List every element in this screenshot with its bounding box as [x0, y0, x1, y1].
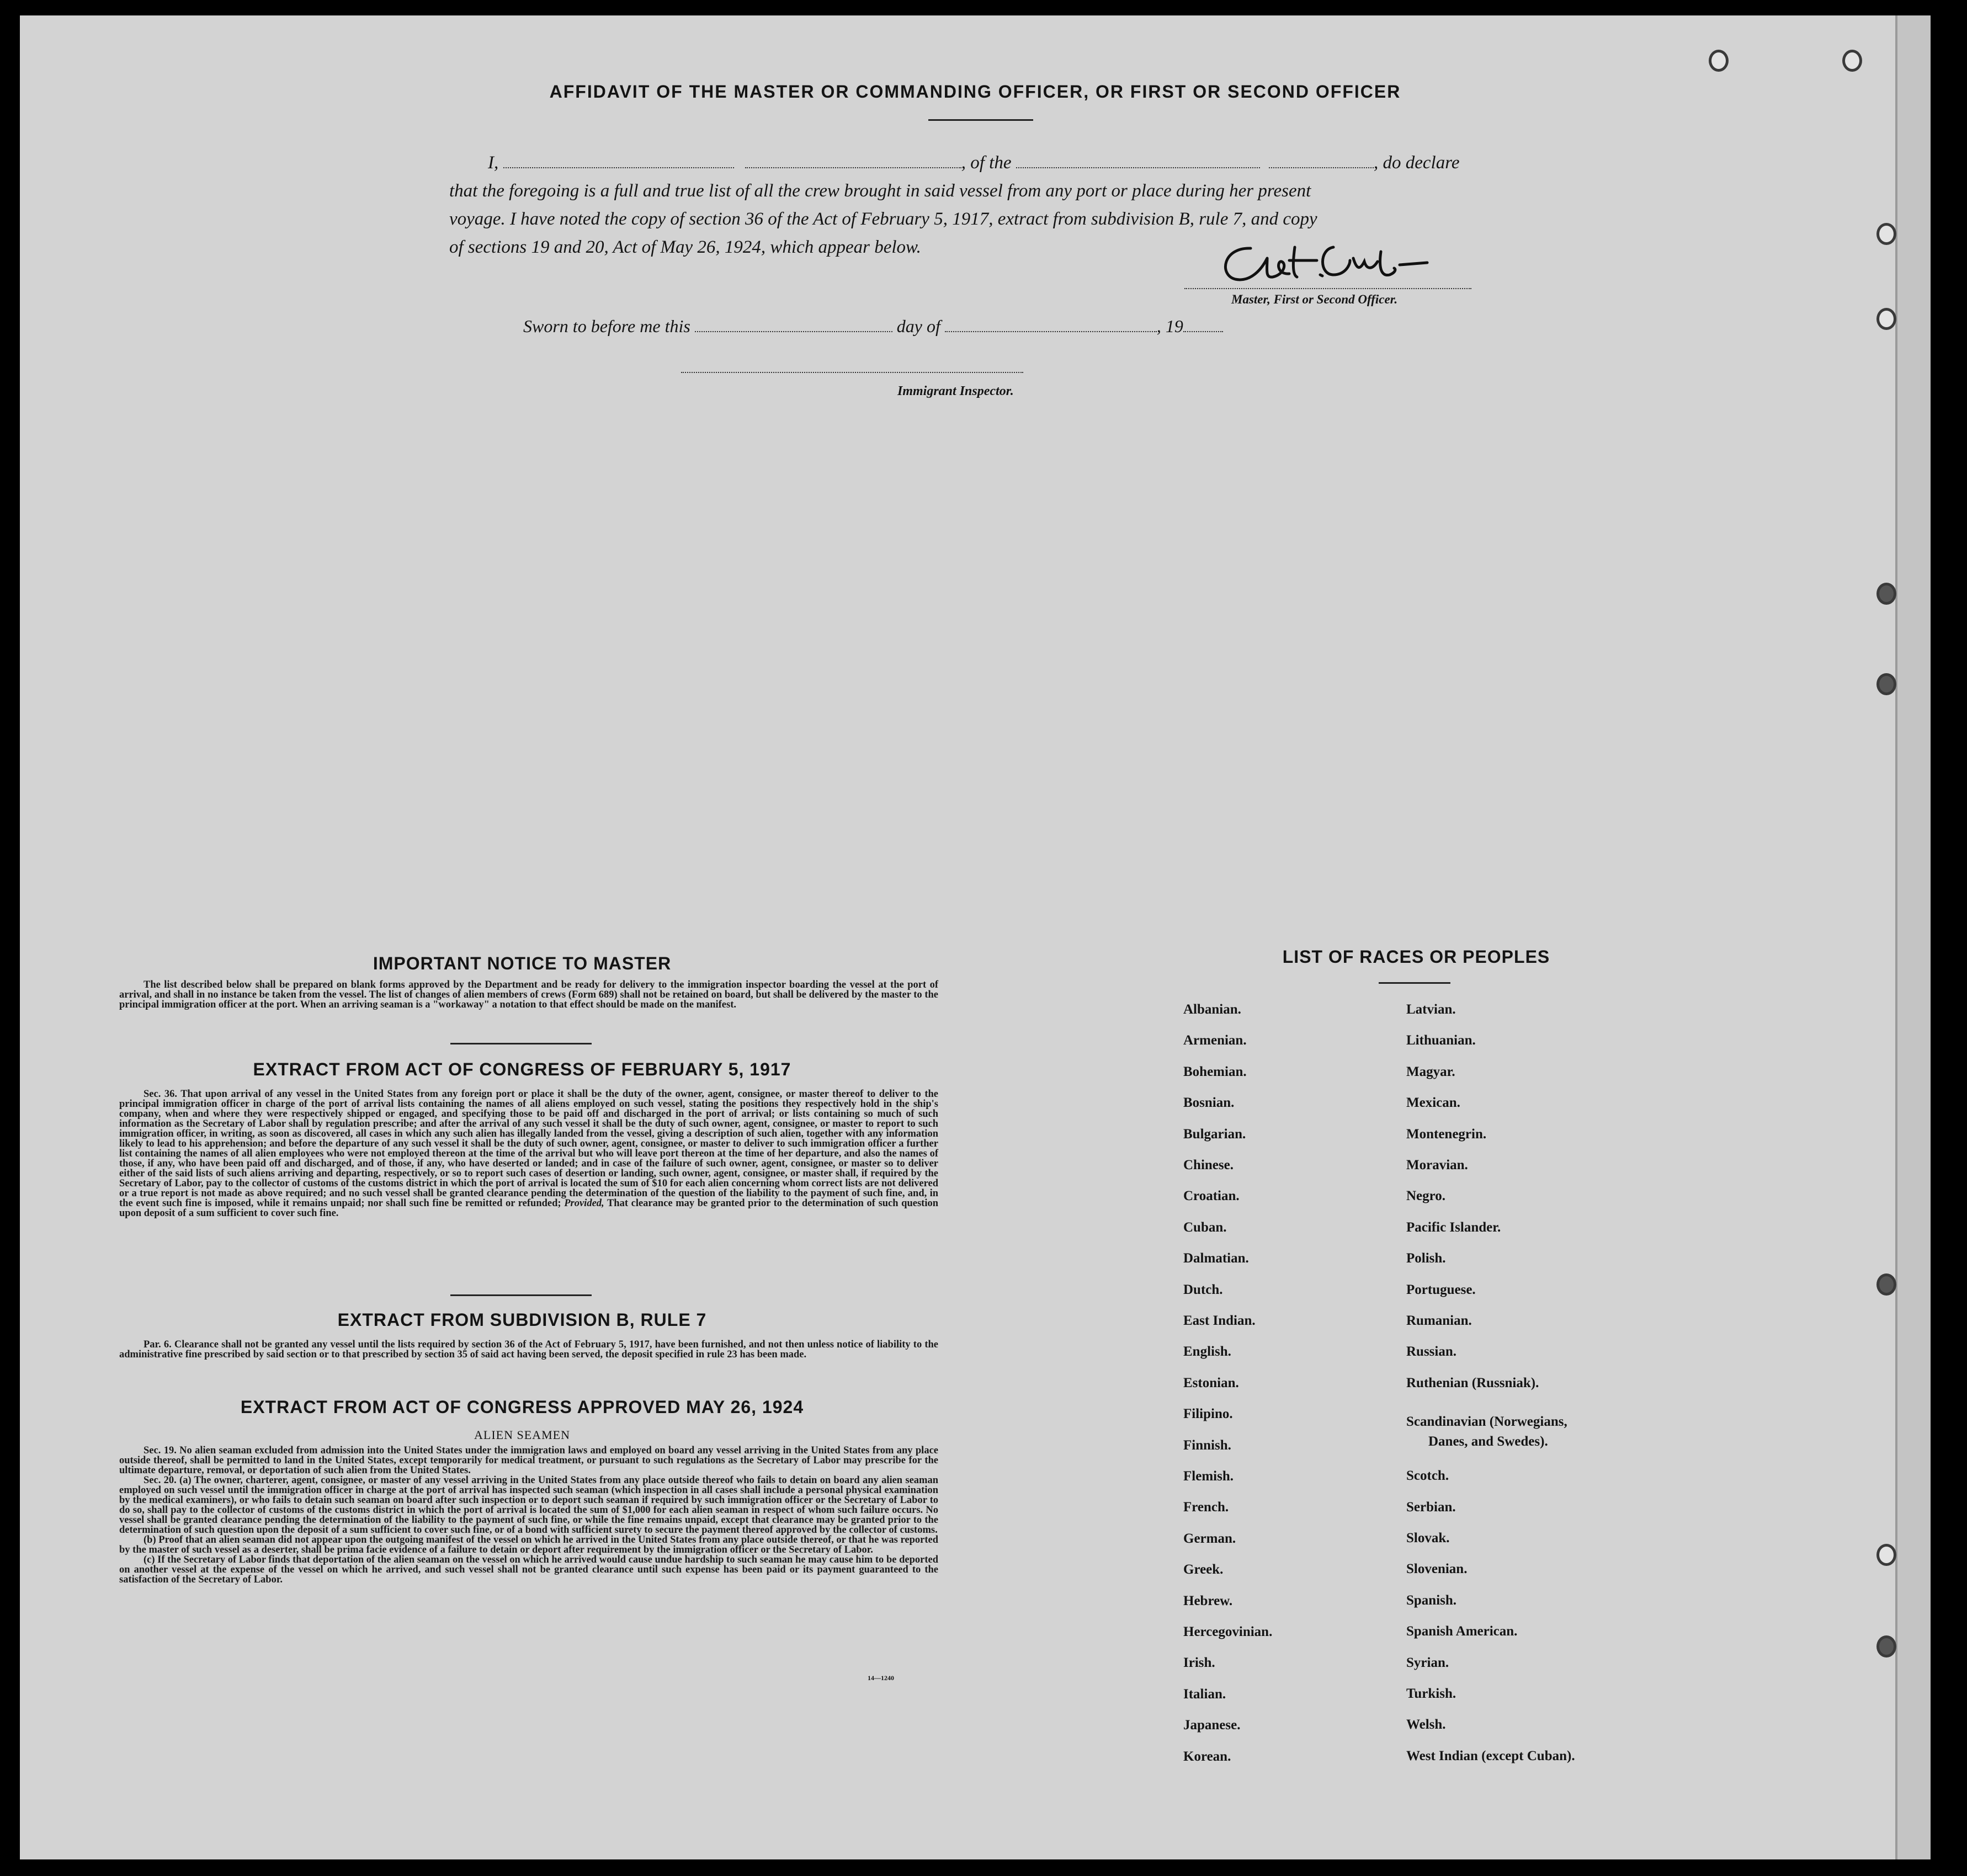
section-20c-paragraph: (c) If the Secretary of Labor finds that deportation of the alien seaman on the vessel on which he arrived would cause undue hardship to such seaman he may cause him to be deported on another vessel at the expense of the vessel on which he arrived, and such vessel shall not be granted clearance until such expense has been paid or its payment guaranteed to the satisfaction of the Secretary of Labor.	[119, 1554, 938, 1585]
race-item: Mexican.	[1406, 1095, 1460, 1111]
race-item: Bosnian.	[1183, 1095, 1235, 1111]
inspector-signature-line	[681, 372, 1023, 373]
signature-line	[1184, 288, 1471, 289]
punch-hole	[1876, 673, 1896, 695]
race-item: Finnish.	[1183, 1437, 1231, 1453]
sworn-day-of: day of	[896, 316, 940, 336]
vessel-blank-2	[1269, 167, 1374, 168]
race-item: Latvian.	[1406, 1002, 1456, 1017]
alien-seamen-subtitle: ALIEN SEAMEN	[474, 1428, 570, 1442]
race-item: Irish.	[1183, 1655, 1215, 1671]
form-number: 14—1240	[868, 1674, 894, 1682]
race-item: West Indian (except Cuban).	[1406, 1748, 1575, 1763]
race-item: Slovak.	[1406, 1531, 1450, 1545]
race-item: Moravian.	[1406, 1158, 1468, 1172]
subdivision-b-paragraph: Par. 6. Clearance shall not be granted any vessel until the lists required by section 36 of the Act of February 5, 1917, have been furnished, and not then unless notice of liability to the administrative fine prescribed by said section or to that prescribed by section 35 of said act having been served, the deposit specified in rule 23 has been made.	[119, 1339, 938, 1360]
race-item: Serbian.	[1406, 1499, 1456, 1515]
section-20a-paragraph: Sec. 20. (a) The owner, charterer, agent, consignee, or master of any vessel arriving in the United States from any place outside thereof who fails to detain on board any alien seaman employed on such vessel until the immigration officer in charge at the port of arrival has inspected such seaman (which inspection in all cases shall include a personal physical examination by the medical examiners), or who fails to detain such seaman on board after such inspection or to deport such seaman if required by such immigration officer or the Secretary of Labor to do so, shall pay to the collector of customs of the customs district in which the port of arrival is located the sum of $1,000 for each alien seaman in respect of whom such failure occurs. No vessel shall be granted clearance pending the determination of the liability to the payment of such fine, or while the fine remains unpaid, except that clearance may be granted prior to the determination of such question upon the deposit of a sum sufficient to cover such fine, or of a bond with sufficient surety to secure the payment thereof approved by the collector of customs.	[119, 1475, 938, 1536]
race-item: Dutch.	[1183, 1282, 1223, 1297]
race-item: Negro.	[1406, 1189, 1446, 1204]
race-item: Ruthenian (Russniak).	[1406, 1375, 1539, 1390]
race-item: Syrian.	[1406, 1655, 1449, 1670]
race-item: Albanian.	[1183, 1002, 1241, 1017]
race-item: Dalmatian.	[1183, 1251, 1249, 1266]
race-item: Italian.	[1183, 1686, 1226, 1702]
race-item: Estonian.	[1183, 1375, 1239, 1390]
race-item: Hebrew.	[1183, 1593, 1233, 1608]
race-item: Armenian.	[1183, 1033, 1247, 1048]
section-36-text: That upon arrival of any vessel in the United States from any foreign port or place it shall be the duty of the owner, agent, consignee, or master thereof to deliver to the principal immigration officer in charge of the port of arrival lists containing the names of all aliens employed on such vessel, stating the positions they respectively hold in the ship's company, when and where they were respectively shipped or engaged, and specifying those to be paid off and discharged in the port of arrival; or lists containing so much of such information as the Secretary of Labor shall by regulation prescribe; and after the arrival of any such vessel it shall be the duty of such owner, agent, consignee, or master to report to such immigration officer, in writing, as soon as discovered, all cases in which any such alien has illegally landed from the vessel, giving a description of such alien, together with any information likely to lead to his apprehension; and before the departure of any such vessel it shall be the duty of such owner, agent, consignee, or master to deliver to such immigration officer a further list containing the names of all alien employees who were not employed thereon at the time of the arrival but who will leave port thereon at the time of her departure, and also the names of those, if any, who have been paid off and discharged, and of those, if any, who have deserted or landed; and in case of the failure of such owner, agent, consignee, or master so to deliver either of the said lists of such aliens arriving and departing, respectively, or so to report such cases of desertion or landing, such owner, agent, consignee, or master shall, if required by the Secretary of Labor, pay to the collector of customs of the customs district in which the port of arrival is located the sum of $10 for each alien concerning whom correct lists are not delivered or a true report is not made as above required; and no such vessel shall be granted clearance pending the determination of the question of the liability to the payment of such fine, and, in the event such fine is imposed, while it remains unpaid; nor shall such fine be remitted or refunded;	[119, 1089, 939, 1209]
extract-1917-title: EXTRACT FROM ACT OF CONGRESS OF FEBRUARY 5, 1917	[253, 1059, 791, 1079]
section-divider	[450, 1294, 592, 1296]
race-item: Spanish American.	[1406, 1624, 1518, 1639]
year-blank	[1183, 331, 1223, 332]
affidavit-line-3: voyage. I have noted the copy of section 36 of the Act of February 5, 1917, extract from subdivision B, rule 7, and copy	[449, 209, 1317, 229]
race-item: Bulgarian.	[1183, 1126, 1246, 1142]
name-blank-2	[745, 167, 961, 168]
affidavit-line-4: of sections 19 and 20, Act of May 26, 1924, which appear below.	[449, 237, 921, 257]
document-sheet	[20, 15, 1931, 1859]
race-item: Bohemian.	[1183, 1064, 1247, 1079]
race-item: French.	[1183, 1500, 1229, 1515]
notice-paragraph: The list described below shall be prepared on blank forms approved by the Department and be ready for delivery to the immigration inspector boarding the vessel at the port of arrival, and shall in no instance be taken from the vessel. The list of changes of alien members of crews (Form 689) shall not be retained on board, but shall be delivered by the master to the principal immigration officer at the port. When an arriving seaman is a "workaway" a notation to that effect should be made on the manifest.	[119, 979, 938, 1010]
month-blank	[945, 331, 1157, 332]
provided-word: Provided,	[564, 1198, 604, 1209]
punch-hole	[1709, 50, 1729, 72]
race-item: Magyar.	[1406, 1064, 1455, 1079]
race-item: Slovenian.	[1406, 1561, 1468, 1577]
section-36-text-end: That clearance may be granted prior to the determination of such question upon deposit of a sum sufficient to cover such fine.	[119, 1198, 939, 1219]
race-item: Korean.	[1183, 1749, 1231, 1764]
binding-strip	[1897, 15, 1931, 1859]
race-item: Rumanian.	[1406, 1313, 1472, 1328]
punch-hole	[1876, 223, 1896, 245]
sworn-year: , 19	[1156, 316, 1183, 336]
race-item: Chinese.	[1183, 1158, 1234, 1172]
race-item: Welsh.	[1406, 1717, 1446, 1733]
race-item: German.	[1183, 1531, 1236, 1546]
races-divider	[1379, 982, 1450, 984]
affidavit-line-2: that the foregoing is a full and true list of all the crew brought in said vessel from any port or place during her present	[449, 181, 1311, 201]
race-item: Scandinavian (Norwegians,	[1406, 1414, 1567, 1430]
subdivision-b-title: EXTRACT FROM SUBDIVISION B, RULE 7	[337, 1310, 707, 1330]
race-item: Scotch.	[1406, 1468, 1449, 1484]
race-item: Greek.	[1183, 1562, 1224, 1577]
extract-1917-paragraph	[119, 1089, 938, 1218]
punch-hole	[1876, 583, 1896, 605]
punch-hole	[1876, 1273, 1896, 1296]
affidavit-i: I,	[488, 153, 499, 173]
race-item: Japanese.	[1183, 1718, 1241, 1733]
extract-1917-text	[119, 1089, 938, 1218]
section-19-paragraph: Sec. 19. No alien seaman excluded from admission into the United States under the immigration laws and employed on board any vessel arriving in the United States from any place outside thereof, shall be permitted to land in the United States, except temporarily for medical treatment, or pursuant to such regulations as the Secretary of Labor may prescribe for the ultimate departure, removal, or deportation of such alien from the United States.	[119, 1445, 938, 1476]
race-item: Filipino.	[1183, 1406, 1233, 1422]
vessel-blank	[1016, 167, 1260, 168]
sworn-prefix: Sworn to before me this	[523, 316, 690, 336]
race-item: Polish.	[1406, 1251, 1446, 1266]
race-item: Turkish.	[1406, 1686, 1456, 1701]
day-blank	[695, 331, 892, 332]
race-item: Flemish.	[1183, 1469, 1234, 1484]
punch-hole	[1876, 1635, 1896, 1658]
title-divider	[928, 119, 1033, 121]
race-item: Danes, and Swedes).	[1428, 1434, 1548, 1449]
notice-text	[119, 980, 938, 1010]
punch-hole	[1876, 308, 1896, 330]
affidavit-of-the: , of the	[961, 153, 1012, 173]
extract-1924-text	[119, 1446, 938, 1585]
section-divider	[450, 1043, 592, 1044]
signature-caption: Master, First or Second Officer.	[1231, 292, 1398, 306]
bleed-through-text	[417, 402, 427, 419]
race-item: East Indian.	[1183, 1313, 1256, 1328]
race-item: Croatian.	[1183, 1189, 1240, 1204]
affidavit-title: AFFIDAVIT OF THE MASTER OR COMMANDING OFFICER, OR FIRST OR SECOND OFFICER	[549, 82, 1401, 102]
extract-1924-title: EXTRACT FROM ACT OF CONGRESS APPROVED MAY 26, 1924	[240, 1397, 804, 1417]
affidavit-line-1	[449, 149, 1531, 177]
punch-hole	[1842, 50, 1862, 72]
race-item: Spanish.	[1406, 1592, 1457, 1608]
race-item: English.	[1183, 1344, 1231, 1360]
subdivision-b-text	[119, 1340, 938, 1360]
sworn-line	[523, 316, 1223, 337]
race-item: Montenegrin.	[1406, 1126, 1487, 1142]
race-item: Hercegovinian.	[1183, 1624, 1273, 1639]
affidavit-declare: , do declare	[1373, 153, 1460, 173]
section-20b-paragraph: (b) Proof that an alien seaman did not appear upon the outgoing manifest of the vessel on which he arrived in the United States from any place outside thereof, or that he was reported by the master of such vessel as a deserter, shall be prima facie evidence of a failure to detain or deport after requirement by the immigration officer or the Secretary of Labor.	[119, 1534, 938, 1555]
race-item: Portuguese.	[1406, 1282, 1476, 1297]
name-blank	[503, 167, 734, 168]
race-item: Cuban.	[1183, 1219, 1227, 1235]
section-36-label: Sec. 36.	[143, 1089, 177, 1100]
race-item: Russian.	[1406, 1344, 1457, 1360]
sheet-edge	[1895, 15, 1897, 1859]
punch-hole	[1876, 1544, 1896, 1566]
notice-title: IMPORTANT NOTICE TO MASTER	[373, 953, 672, 973]
race-item: Pacific Islander.	[1406, 1219, 1501, 1235]
race-item: Lithuanian.	[1406, 1033, 1476, 1048]
inspector-caption: Immigrant Inspector.	[897, 384, 1014, 398]
races-title: LIST OF RACES OR PEOPLES	[1282, 947, 1550, 967]
